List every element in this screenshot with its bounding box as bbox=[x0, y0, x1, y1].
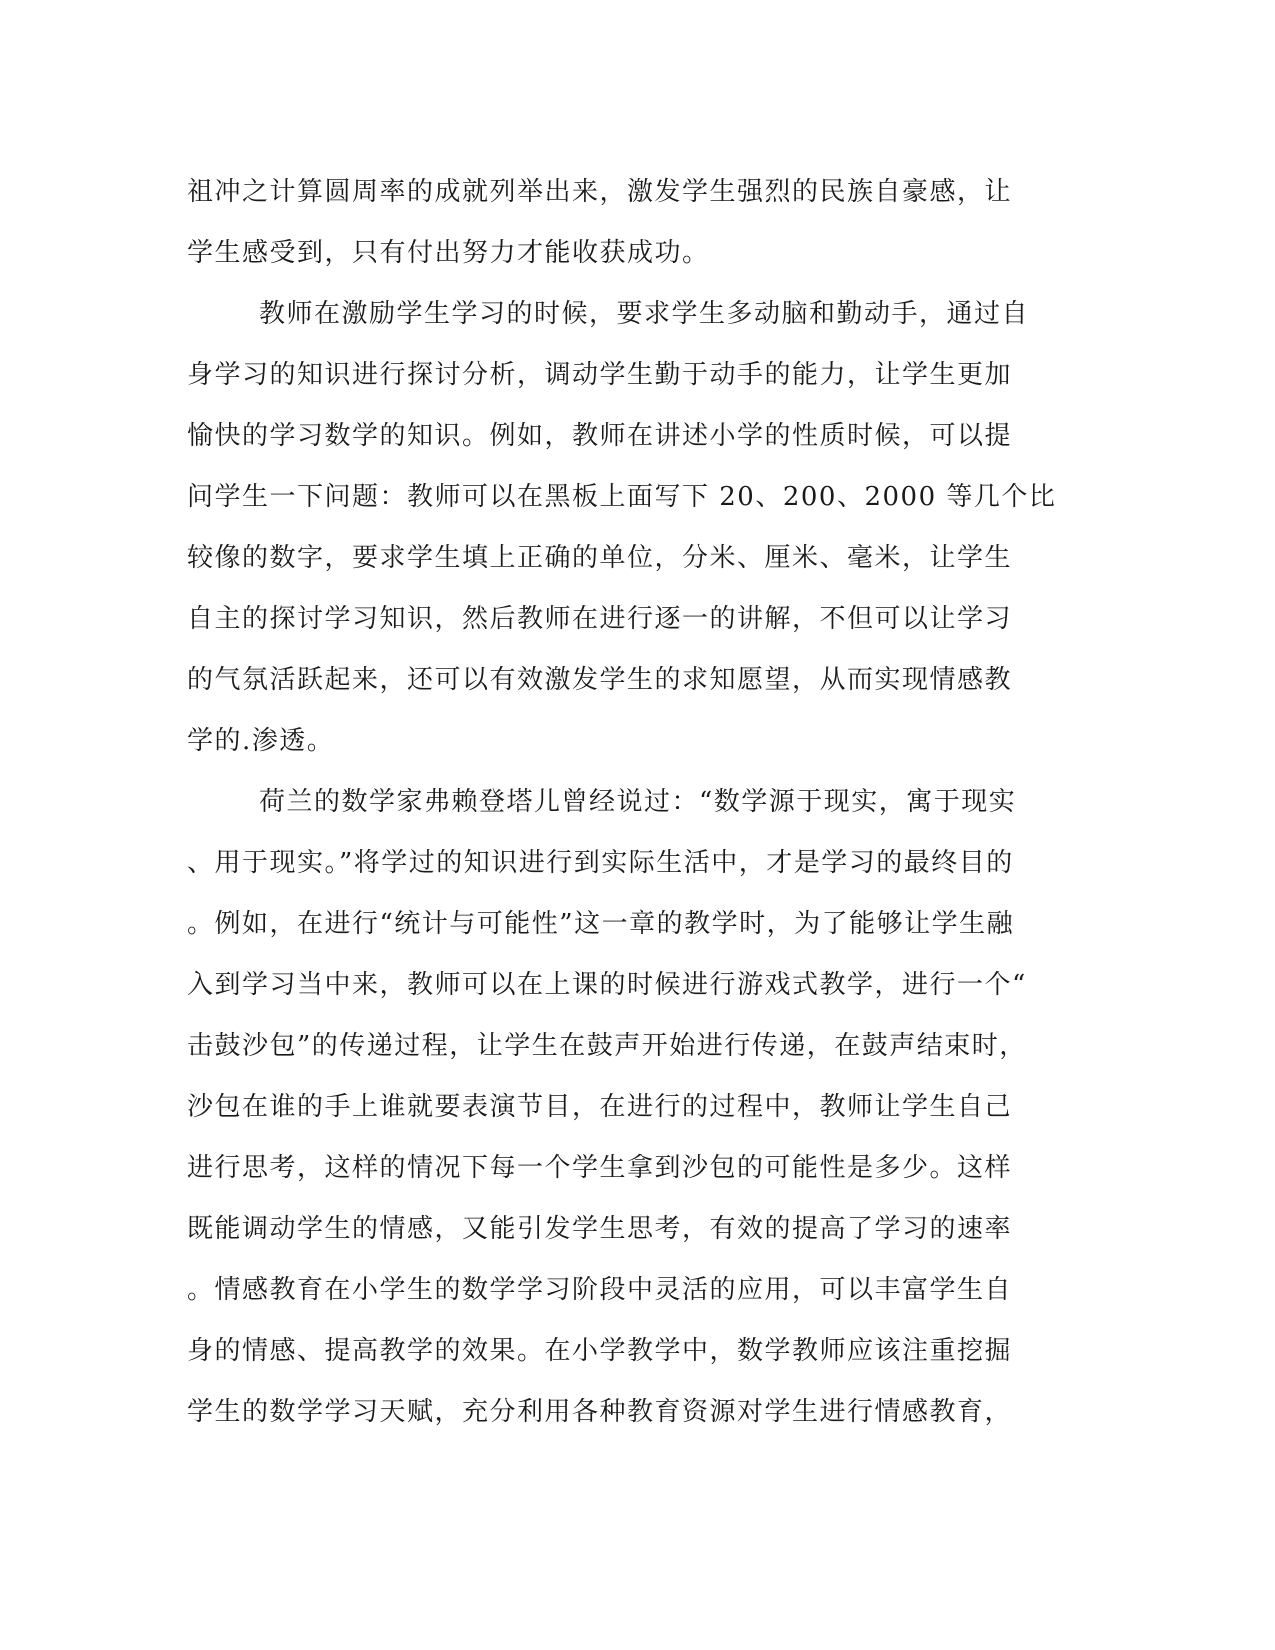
text-line: 自主的探讨学习知识，然后教师在进行逐一的讲解，不但可以让学习 bbox=[187, 604, 1013, 634]
text-line: 学的.渗透。 bbox=[187, 726, 335, 756]
text-line: 祖冲之计算圆周率的成就列举出来，激发学生强烈的民族自豪感，让 bbox=[187, 177, 1013, 207]
text-line: 进行思考，这样的情况下每一个学生拿到沙包的可能性是多少。这样 bbox=[187, 1153, 1013, 1183]
text-line: 、用于现实。”将学过的知识进行到实际生活中，才是学习的最终目的 bbox=[187, 848, 1014, 878]
text-line: 入到学习当中来，教师可以在上课的时候进行游戏式教学，进行一个“ bbox=[187, 970, 1027, 1000]
text-line: 身的情感、提高教学的效果。在小学教学中，数学教师应该注重挖掘 bbox=[187, 1336, 1013, 1366]
text-line: 问学生一下问题：教师可以在黑板上面写下 20、200、2000 等几个比 bbox=[187, 482, 1057, 512]
text-line: 较像的数字，要求学生填上正确的单位，分米、厘米、毫米，让学生 bbox=[187, 543, 1013, 573]
paragraph-start-line: 教师在激励学生学习的时候，要求学生多动脑和勤动手，通过自 bbox=[259, 299, 1030, 329]
text-line: 的气氛活跃起来，还可以有效激发学生的求知愿望，从而实现情感教 bbox=[187, 665, 1013, 695]
text-line: 学生的数学学习天赋，充分利用各种教育资源对学生进行情感教育， bbox=[187, 1397, 1013, 1427]
text-line: 。例如，在进行“统计与可能性”这一章的教学时，为了能够让学生融 bbox=[187, 909, 1015, 939]
text-line: 愉快的学习数学的知识。例如，教师在讲述小学的性质时候，可以提 bbox=[187, 421, 1013, 451]
text-line: 身学习的知识进行探讨分析，调动学生勤于动手的能力，让学生更加 bbox=[187, 360, 1013, 390]
paragraph-start-line: 荷兰的数学家弗赖登塔儿曾经说过：“数学源于现实，寓于现实 bbox=[259, 787, 1017, 817]
text-line: 击鼓沙包”的传递过程，让学生在鼓声开始进行传递，在鼓声结束时， bbox=[187, 1031, 1027, 1061]
text-line: 既能调动学生的情感，又能引发学生思考，有效的提高了学习的速率 bbox=[187, 1214, 1013, 1244]
text-line: 学生感受到，只有付出努力才能收获成功。 bbox=[187, 238, 710, 268]
text-line: 。情感教育在小学生的数学学习阶段中灵活的应用，可以丰富学生自 bbox=[187, 1275, 1013, 1305]
body-text bbox=[187, 162, 1067, 1443]
text-line: 沙包在谁的手上谁就要表演节目，在进行的过程中，教师让学生自己 bbox=[187, 1092, 1013, 1122]
